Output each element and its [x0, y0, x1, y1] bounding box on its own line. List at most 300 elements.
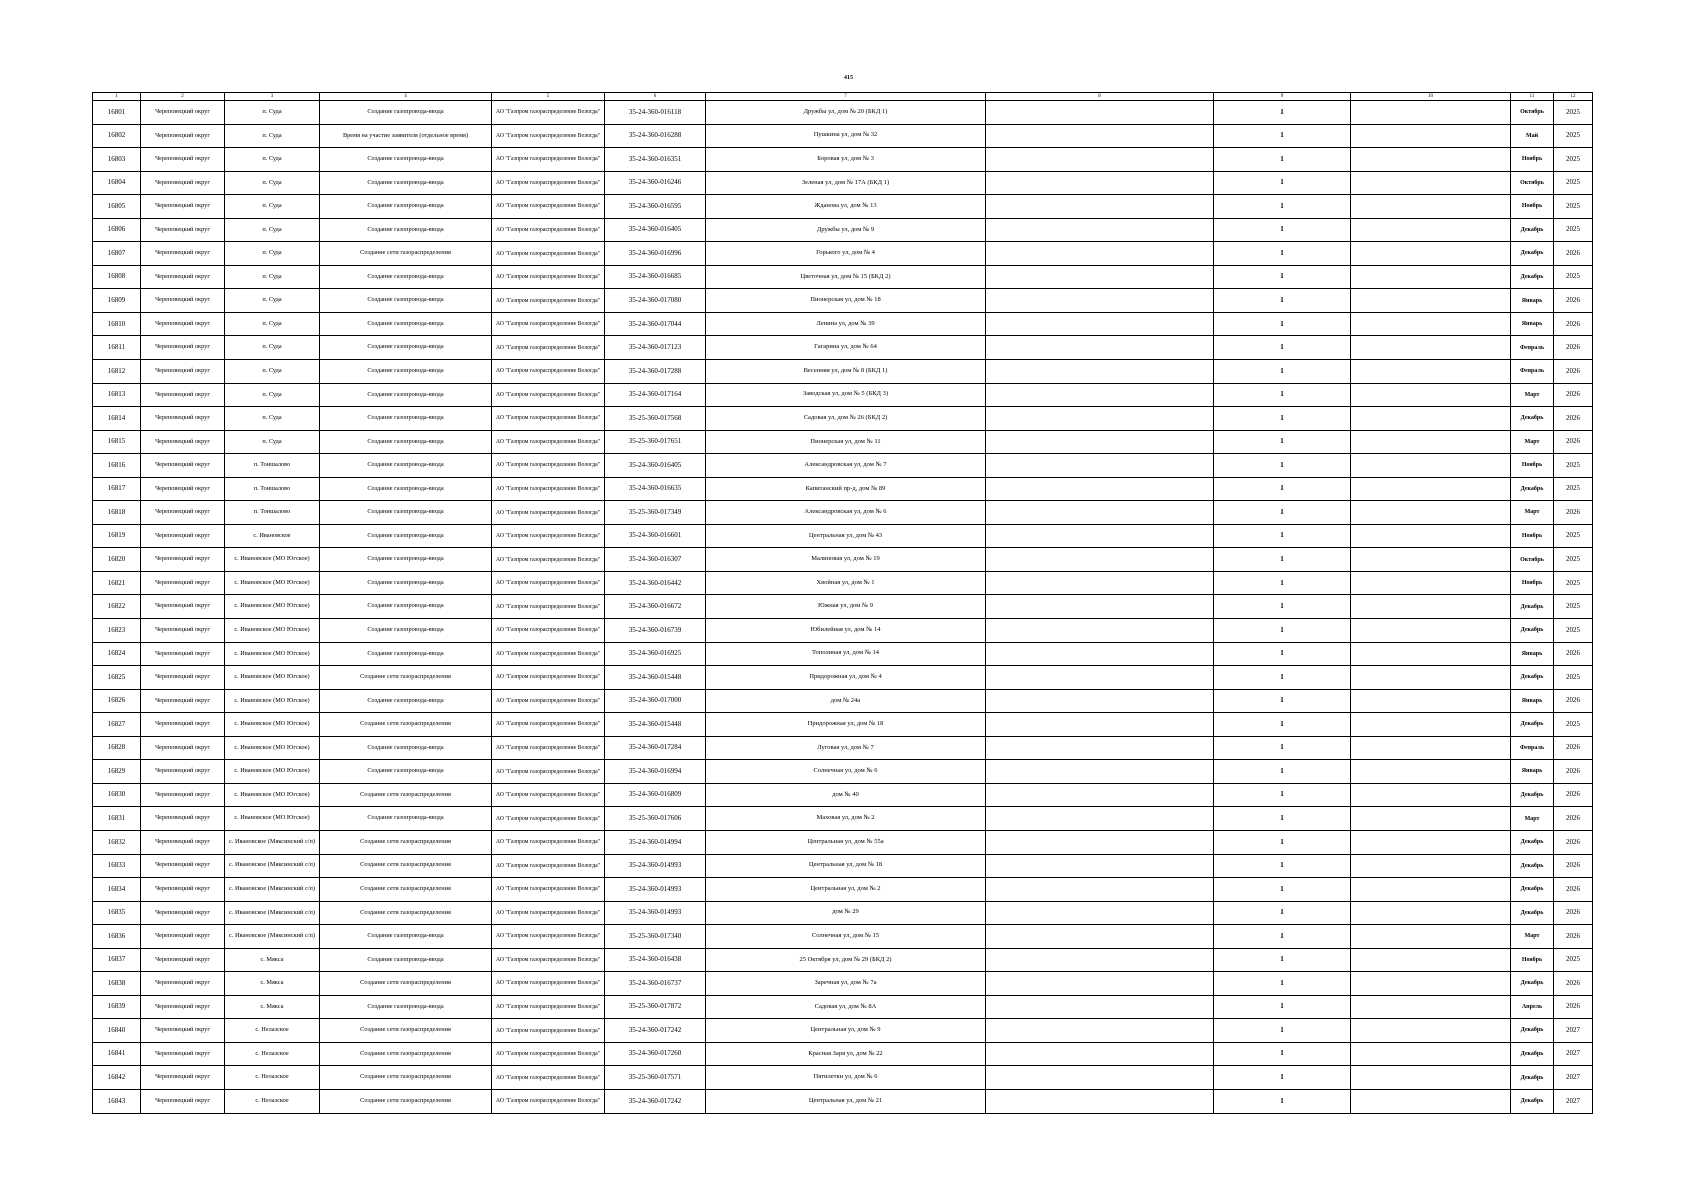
address-cell: Тополиная ул, дом № 14 [706, 642, 986, 666]
table-row [93, 713, 1593, 737]
year-cell: 2025 [1554, 148, 1593, 172]
month-cell: Ноябрь [1511, 454, 1554, 478]
district-cell: Череповецкий округ [141, 454, 225, 478]
table-row [93, 689, 1593, 713]
cadastral-code-cell: 35-24-360-016351 [605, 148, 706, 172]
row-number-cell: 16809 [93, 289, 141, 313]
cell-10-cell [1351, 666, 1511, 690]
count-cell: 1 [1214, 430, 1351, 454]
work-type-cell: Создание сети газораспределения [320, 1019, 492, 1043]
month-cell: Февраль [1511, 736, 1554, 760]
organization-cell: АО "Газпром газораспределение Вологда" [492, 148, 605, 172]
settlement-cell: п. Тоншалово [225, 454, 320, 478]
organization-cell: АО "Газпром газораспределение Вологда" [492, 218, 605, 242]
cell-8-cell [986, 501, 1214, 525]
organization-cell: АО "Газпром газораспределение Вологда" [492, 666, 605, 690]
settlement-cell: п. Тоншалово [225, 501, 320, 525]
cell-10-cell [1351, 477, 1511, 501]
table-row [93, 312, 1593, 336]
address-cell: Хвойная ул, дом № 1 [706, 571, 986, 595]
table-row [93, 430, 1593, 454]
year-cell: 2025 [1554, 548, 1593, 572]
work-type-cell: Создание газопровода-ввода [320, 383, 492, 407]
district-cell: Череповецкий округ [141, 383, 225, 407]
district-cell: Череповецкий округ [141, 948, 225, 972]
work-type-cell: Создание газопровода-ввода [320, 595, 492, 619]
table-row [93, 477, 1593, 501]
cell-8-cell [986, 124, 1214, 148]
table-row [93, 218, 1593, 242]
table-row [93, 783, 1593, 807]
count-cell: 1 [1214, 713, 1351, 737]
month-cell: Декабрь [1511, 1042, 1554, 1066]
month-cell: Ноябрь [1511, 948, 1554, 972]
district-cell: Череповецкий округ [141, 195, 225, 219]
year-cell: 2026 [1554, 854, 1593, 878]
year-cell: 2025 [1554, 948, 1593, 972]
month-cell: Декабрь [1511, 830, 1554, 854]
cadastral-code-cell: 35-24-360-016307 [605, 548, 706, 572]
cadastral-code-cell: 35-24-360-014993 [605, 854, 706, 878]
district-cell: Череповецкий округ [141, 1089, 225, 1113]
cell-10-cell [1351, 1066, 1511, 1090]
year-cell: 2025 [1554, 195, 1593, 219]
table-row [93, 972, 1593, 996]
table-row [93, 760, 1593, 784]
row-number-cell: 16827 [93, 713, 141, 737]
month-cell: Декабрь [1511, 1019, 1554, 1043]
organization-cell: АО "Газпром газораспределение Вологда" [492, 854, 605, 878]
table-row [93, 995, 1593, 1019]
count-cell: 1 [1214, 383, 1351, 407]
cadastral-code-cell: 35-24-360-017123 [605, 336, 706, 360]
cadastral-code-cell: 35-24-360-014993 [605, 878, 706, 902]
cell-8-cell [986, 830, 1214, 854]
row-number-cell: 16837 [93, 948, 141, 972]
district-cell: Череповецкий округ [141, 148, 225, 172]
district-cell: Череповецкий округ [141, 524, 225, 548]
organization-cell: АО "Газпром газораспределение Вологда" [492, 783, 605, 807]
settlement-cell: с. Ивановское (МО Югское) [225, 642, 320, 666]
cadastral-code-cell: 35-24-360-017044 [605, 312, 706, 336]
organization-cell: АО "Газпром газораспределение Вологда" [492, 713, 605, 737]
cell-10-cell [1351, 124, 1511, 148]
column-header: 10 [1351, 93, 1511, 101]
cell-8-cell [986, 807, 1214, 831]
count-cell: 1 [1214, 642, 1351, 666]
column-header: 6 [605, 93, 706, 101]
cell-10-cell [1351, 407, 1511, 431]
cell-10-cell [1351, 1089, 1511, 1113]
cell-10-cell [1351, 901, 1511, 925]
cadastral-code-cell: 35-24-360-016288 [605, 124, 706, 148]
district-cell: Череповецкий округ [141, 407, 225, 431]
cell-10-cell [1351, 736, 1511, 760]
cell-8-cell [986, 619, 1214, 643]
work-type-cell: Создание сети газораспределения [320, 901, 492, 925]
year-cell: 2026 [1554, 830, 1593, 854]
work-type-cell: Создание сети газораспределения [320, 242, 492, 266]
cell-8-cell [986, 242, 1214, 266]
cell-10-cell [1351, 807, 1511, 831]
settlement-cell: п. Суда [225, 430, 320, 454]
address-cell: Александровская ул, дом № 7 [706, 454, 986, 478]
district-cell: Череповецкий округ [141, 265, 225, 289]
year-cell: 2026 [1554, 995, 1593, 1019]
settlement-cell: п. Тоншалово [225, 477, 320, 501]
district-cell: Череповецкий округ [141, 854, 225, 878]
settlement-cell: с. Ивановское (Мяксинский с/п) [225, 854, 320, 878]
work-type-cell: Создание газопровода-ввода [320, 477, 492, 501]
cell-8-cell [986, 783, 1214, 807]
cell-8-cell [986, 265, 1214, 289]
cell-8-cell [986, 948, 1214, 972]
row-number-cell: 16810 [93, 312, 141, 336]
district-cell: Череповецкий округ [141, 1019, 225, 1043]
organization-cell: АО "Газпром газораспределение Вологда" [492, 124, 605, 148]
cell-8-cell [986, 571, 1214, 595]
count-cell: 1 [1214, 101, 1351, 125]
district-cell: Череповецкий округ [141, 242, 225, 266]
settlement-cell: с. Ивановское (МО Югское) [225, 548, 320, 572]
work-type-cell: Создание газопровода-ввода [320, 548, 492, 572]
year-cell: 2026 [1554, 689, 1593, 713]
table-row [93, 854, 1593, 878]
settlement-cell: п. Суда [225, 383, 320, 407]
month-cell: Май [1511, 124, 1554, 148]
row-number-cell: 16825 [93, 666, 141, 690]
cell-10-cell [1351, 383, 1511, 407]
organization-cell: АО "Газпром газораспределение Вологда" [492, 242, 605, 266]
cell-10-cell [1351, 878, 1511, 902]
table-row [93, 619, 1593, 643]
work-type-cell: Создание газопровода-ввода [320, 289, 492, 313]
table-row [93, 642, 1593, 666]
district-cell: Череповецкий округ [141, 218, 225, 242]
year-cell: 2026 [1554, 972, 1593, 996]
column-header: 9 [1214, 93, 1351, 101]
cell-8-cell [986, 760, 1214, 784]
row-number-cell: 16829 [93, 760, 141, 784]
cell-8-cell [986, 854, 1214, 878]
table-row [93, 101, 1593, 125]
work-type-cell: Создание газопровода-ввода [320, 524, 492, 548]
month-cell: Декабрь [1511, 265, 1554, 289]
month-cell: Март [1511, 925, 1554, 949]
work-type-cell: Создание газопровода-ввода [320, 948, 492, 972]
address-cell: дом № 40 [706, 783, 986, 807]
cell-8-cell [986, 1066, 1214, 1090]
organization-cell: АО "Газпром газораспределение Вологда" [492, 595, 605, 619]
address-cell: Пионерская ул, дом № 18 [706, 289, 986, 313]
organization-cell: АО "Газпром газораспределение Вологда" [492, 830, 605, 854]
address-cell: Дружбы ул, дом № 9 [706, 218, 986, 242]
address-cell: Придорожная ул, дом № 4 [706, 666, 986, 690]
month-cell: Декабрь [1511, 972, 1554, 996]
cell-8-cell [986, 407, 1214, 431]
month-cell: Декабрь [1511, 713, 1554, 737]
cadastral-code-cell: 35-24-360-016672 [605, 595, 706, 619]
cell-10-cell [1351, 948, 1511, 972]
settlement-cell: с. Ивановское (Мяксинский с/п) [225, 925, 320, 949]
year-cell: 2025 [1554, 218, 1593, 242]
month-cell: Март [1511, 807, 1554, 831]
settlement-cell: с. Ивановское (МО Югское) [225, 689, 320, 713]
address-cell: Центральная ул, дом № 9 [706, 1019, 986, 1043]
settlement-cell: с. Ивановское (МО Югское) [225, 666, 320, 690]
year-cell: 2025 [1554, 265, 1593, 289]
year-cell: 2026 [1554, 783, 1593, 807]
address-cell: Зеленая ул, дом № 17А (БКД 1) [706, 171, 986, 195]
settlement-cell: п. Суда [225, 312, 320, 336]
settlement-cell: п. Суда [225, 195, 320, 219]
table-row [93, 736, 1593, 760]
organization-cell: АО "Газпром газораспределение Вологда" [492, 1089, 605, 1113]
address-cell: Пионерская ул, дом № 11 [706, 430, 986, 454]
district-cell: Череповецкий округ [141, 548, 225, 572]
district-cell: Череповецкий округ [141, 1042, 225, 1066]
month-cell: Декабрь [1511, 407, 1554, 431]
year-cell: 2025 [1554, 454, 1593, 478]
work-type-cell: Создание газопровода-ввода [320, 312, 492, 336]
count-cell: 1 [1214, 1019, 1351, 1043]
work-type-cell: Создание сети газораспределения [320, 666, 492, 690]
year-cell: 2025 [1554, 171, 1593, 195]
table-row [93, 171, 1593, 195]
year-cell: 2026 [1554, 242, 1593, 266]
table-row [93, 1089, 1593, 1113]
district-cell: Череповецкий округ [141, 360, 225, 384]
organization-cell: АО "Газпром газораспределение Вологда" [492, 171, 605, 195]
organization-cell: АО "Газпром газораспределение Вологда" [492, 619, 605, 643]
row-number-cell: 16838 [93, 972, 141, 996]
address-cell: 25 Октября ул, дом № 29 (БКД 2) [706, 948, 986, 972]
year-cell: 2026 [1554, 736, 1593, 760]
work-type-cell: Создание газопровода-ввода [320, 360, 492, 384]
cell-8-cell [986, 148, 1214, 172]
district-cell: Череповецкий округ [141, 642, 225, 666]
settlement-cell: п. Суда [225, 148, 320, 172]
district-cell: Череповецкий округ [141, 571, 225, 595]
settlement-cell: с. Нелазское [225, 1019, 320, 1043]
cell-10-cell [1351, 430, 1511, 454]
page-number: 415 [844, 75, 853, 81]
district-cell: Череповецкий округ [141, 171, 225, 195]
cell-8-cell [986, 195, 1214, 219]
cell-8-cell [986, 336, 1214, 360]
cadastral-code-cell: 35-25-360-017568 [605, 407, 706, 431]
row-number-cell: 16842 [93, 1066, 141, 1090]
count-cell: 1 [1214, 1066, 1351, 1090]
settlement-cell: с. Ивановское (МО Югское) [225, 783, 320, 807]
year-cell: 2026 [1554, 642, 1593, 666]
address-cell: Центральная ул, дом № 18 [706, 854, 986, 878]
address-cell: Маховая ул, дом № 2 [706, 807, 986, 831]
table-row [93, 948, 1593, 972]
address-cell: Гагарина ул, дом № 64 [706, 336, 986, 360]
year-cell: 2027 [1554, 1089, 1593, 1113]
address-cell: Капитанский пр-д, дом № 89 [706, 477, 986, 501]
cadastral-code-cell: 35-24-360-015448 [605, 666, 706, 690]
cadastral-code-cell: 35-25-360-017651 [605, 430, 706, 454]
cell-10-cell [1351, 218, 1511, 242]
row-number-cell: 16801 [93, 101, 141, 125]
district-cell: Череповецкий округ [141, 760, 225, 784]
cadastral-code-cell: 35-24-360-016405 [605, 454, 706, 478]
row-number-cell: 16820 [93, 548, 141, 572]
work-type-cell: Создание сети газораспределения [320, 1066, 492, 1090]
year-cell: 2025 [1554, 666, 1593, 690]
cell-8-cell [986, 995, 1214, 1019]
work-type-cell: Создание газопровода-ввода [320, 571, 492, 595]
count-cell: 1 [1214, 783, 1351, 807]
address-cell: Александровская ул, дом № 6 [706, 501, 986, 525]
organization-cell: АО "Газпром газораспределение Вологда" [492, 101, 605, 125]
cell-10-cell [1351, 195, 1511, 219]
month-cell: Апрель [1511, 995, 1554, 1019]
address-cell: Садовая ул, дом № 26 (БКД 2) [706, 407, 986, 431]
cell-10-cell [1351, 925, 1511, 949]
cadastral-code-cell: 35-25-360-017349 [605, 501, 706, 525]
row-number-cell: 16830 [93, 783, 141, 807]
column-header: 2 [141, 93, 225, 101]
row-number-cell: 16802 [93, 124, 141, 148]
count-cell: 1 [1214, 736, 1351, 760]
month-cell: Март [1511, 501, 1554, 525]
cadastral-code-cell: 35-24-360-016996 [605, 242, 706, 266]
settlement-cell: с. Ивановское (МО Югское) [225, 571, 320, 595]
cell-10-cell [1351, 312, 1511, 336]
year-cell: 2025 [1554, 101, 1593, 125]
cell-8-cell [986, 642, 1214, 666]
count-cell: 1 [1214, 854, 1351, 878]
organization-cell: АО "Газпром газораспределение Вологда" [492, 336, 605, 360]
count-cell: 1 [1214, 407, 1351, 431]
address-cell: Цветочная ул, дом № 15 (БКД 2) [706, 265, 986, 289]
year-cell: 2026 [1554, 925, 1593, 949]
year-cell: 2026 [1554, 289, 1593, 313]
row-number-cell: 16811 [93, 336, 141, 360]
district-cell: Череповецкий округ [141, 878, 225, 902]
count-cell: 1 [1214, 972, 1351, 996]
column-header: 1 [93, 93, 141, 101]
work-type-cell: Создание сети газораспределения [320, 854, 492, 878]
count-cell: 1 [1214, 501, 1351, 525]
organization-cell: АО "Газпром газораспределение Вологда" [492, 477, 605, 501]
month-cell: Ноябрь [1511, 148, 1554, 172]
row-number-cell: 16803 [93, 148, 141, 172]
district-cell: Череповецкий округ [141, 713, 225, 737]
cadastral-code-cell: 35-24-360-017288 [605, 360, 706, 384]
cell-10-cell [1351, 148, 1511, 172]
address-cell: Весенняя ул, дом № 8 (БКД 1) [706, 360, 986, 384]
cadastral-code-cell: 35-24-360-017080 [605, 289, 706, 313]
table-row [93, 242, 1593, 266]
settlement-cell: с. Нелазское [225, 1042, 320, 1066]
settlement-cell: с. Нелазское [225, 1089, 320, 1113]
address-cell: Горького ул, дом № 4 [706, 242, 986, 266]
organization-cell: АО "Газпром газораспределение Вологда" [492, 501, 605, 525]
month-cell: Декабрь [1511, 1089, 1554, 1113]
work-type-cell: Создание газопровода-ввода [320, 807, 492, 831]
year-cell: 2026 [1554, 383, 1593, 407]
address-cell: Центральная ул, дом № 43 [706, 524, 986, 548]
month-cell: Январь [1511, 689, 1554, 713]
cadastral-code-cell: 35-24-360-016118 [605, 101, 706, 125]
cell-8-cell [986, 430, 1214, 454]
row-number-cell: 16815 [93, 430, 141, 454]
table-row [93, 148, 1593, 172]
district-cell: Череповецкий округ [141, 430, 225, 454]
district-cell: Череповецкий округ [141, 1066, 225, 1090]
table-row [93, 407, 1593, 431]
month-cell: Октябрь [1511, 171, 1554, 195]
settlement-cell: п. Суда [225, 407, 320, 431]
organization-cell: АО "Газпром газораспределение Вологда" [492, 995, 605, 1019]
month-cell: Ноябрь [1511, 524, 1554, 548]
address-cell: Боровая ул, дом № 3 [706, 148, 986, 172]
organization-cell: АО "Газпром газораспределение Вологда" [492, 972, 605, 996]
address-cell: Заречная ул, дом № 7а [706, 972, 986, 996]
settlement-cell: п. Суда [225, 218, 320, 242]
cadastral-code-cell: 35-24-360-016809 [605, 783, 706, 807]
count-cell: 1 [1214, 666, 1351, 690]
district-cell: Череповецкий округ [141, 619, 225, 643]
cell-10-cell [1351, 689, 1511, 713]
district-cell: Череповецкий округ [141, 995, 225, 1019]
count-cell: 1 [1214, 195, 1351, 219]
cell-8-cell [986, 736, 1214, 760]
district-cell: Череповецкий округ [141, 289, 225, 313]
cell-10-cell [1351, 454, 1511, 478]
organization-cell: АО "Газпром газораспределение Вологда" [492, 760, 605, 784]
address-cell: Юбилейная ул, дом № 14 [706, 619, 986, 643]
table-row [93, 501, 1593, 525]
row-number-cell: 16817 [93, 477, 141, 501]
settlement-cell: п. Суда [225, 289, 320, 313]
cadastral-code-cell: 35-25-360-017571 [605, 1066, 706, 1090]
cadastral-code-cell: 35-24-360-016635 [605, 477, 706, 501]
organization-cell: АО "Газпром газораспределение Вологда" [492, 807, 605, 831]
cell-8-cell [986, 171, 1214, 195]
row-number-cell: 16828 [93, 736, 141, 760]
cadastral-code-cell: 35-24-360-016601 [605, 524, 706, 548]
settlement-cell: с. Ивановское [225, 524, 320, 548]
work-type-cell: Создание газопровода-ввода [320, 642, 492, 666]
year-cell: 2026 [1554, 807, 1593, 831]
cell-8-cell [986, 312, 1214, 336]
row-number-cell: 16832 [93, 830, 141, 854]
count-cell: 1 [1214, 689, 1351, 713]
row-number-cell: 16836 [93, 925, 141, 949]
month-cell: Февраль [1511, 336, 1554, 360]
row-number-cell: 16833 [93, 854, 141, 878]
district-cell: Череповецкий округ [141, 901, 225, 925]
month-cell: Январь [1511, 760, 1554, 784]
work-type-cell: Создание газопровода-ввода [320, 148, 492, 172]
cell-10-cell [1351, 595, 1511, 619]
address-cell: Солнечная ул, дом № 6 [706, 760, 986, 784]
row-number-cell: 16807 [93, 242, 141, 266]
table-row [93, 878, 1593, 902]
cell-10-cell [1351, 289, 1511, 313]
work-type-cell: Создание сети газораспределения [320, 830, 492, 854]
address-cell: Пятилетки ул, дом № 6 [706, 1066, 986, 1090]
month-cell: Декабрь [1511, 619, 1554, 643]
year-cell: 2025 [1554, 595, 1593, 619]
count-cell: 1 [1214, 1042, 1351, 1066]
work-type-cell: Создание газопровода-ввода [320, 430, 492, 454]
